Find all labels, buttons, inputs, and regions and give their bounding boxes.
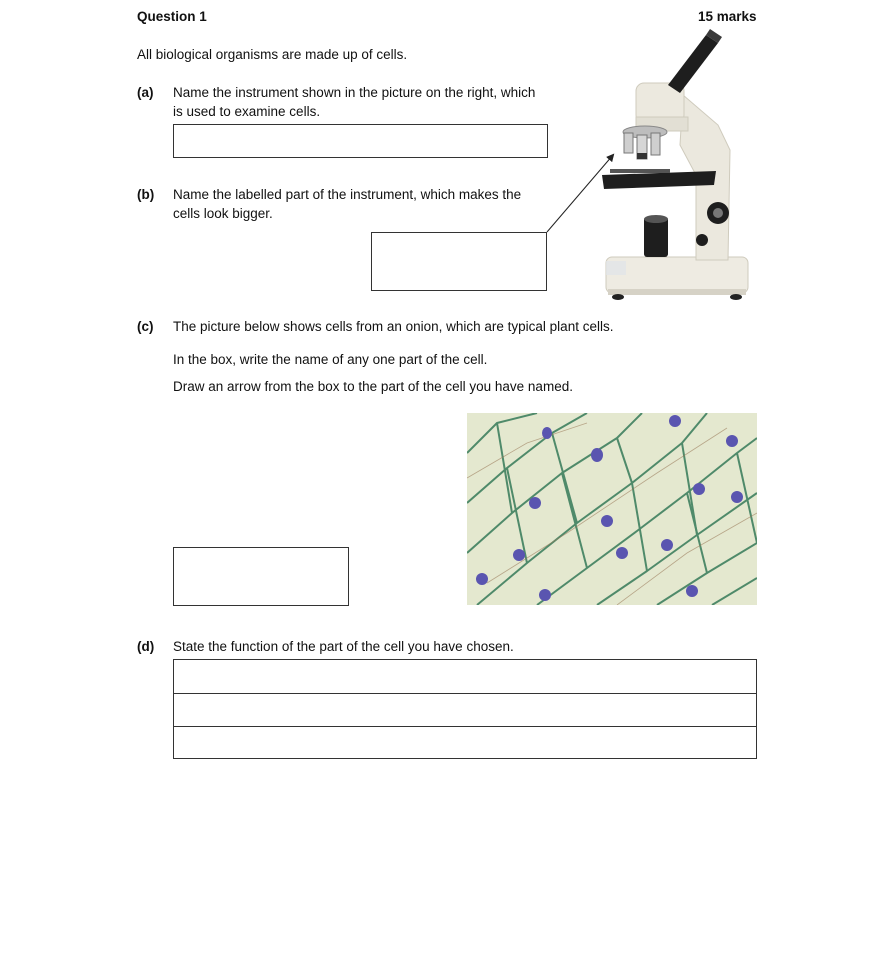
intro-text: All biological organisms are made up of cells. bbox=[137, 47, 408, 62]
part-b-label: (b) bbox=[137, 187, 155, 202]
part-a-label: (a) bbox=[137, 85, 154, 100]
part-c-answer-box[interactable] bbox=[173, 547, 349, 606]
part-c-label: (c) bbox=[137, 319, 154, 334]
answer-line-1[interactable] bbox=[174, 660, 756, 694]
part-c-question-line3: Draw an arrow from the box to the part of the cell you have named. bbox=[173, 379, 573, 394]
answer-line-2[interactable] bbox=[174, 693, 756, 727]
part-b-question-line2: cells look bigger. bbox=[173, 206, 273, 221]
part-a-question-line1: Name the instrument shown in the picture on the right, which bbox=[173, 85, 536, 100]
part-c-question-line2: In the box, write the name of any one part of the cell. bbox=[173, 352, 488, 367]
marks-label: 15 marks bbox=[698, 9, 757, 24]
part-b-question-line1: Name the labelled part of the instrument, which makes the bbox=[173, 187, 522, 202]
question-title: Question 1 bbox=[137, 9, 207, 24]
part-d-question-line1: State the function of the part of the cell you have chosen. bbox=[173, 639, 514, 654]
part-c-question-line1: The picture below shows cells from an onion, which are typical plant cells. bbox=[173, 319, 614, 334]
part-d-label: (d) bbox=[137, 639, 155, 654]
part-d-answer-box[interactable] bbox=[173, 659, 757, 759]
answer-line-3[interactable] bbox=[174, 726, 756, 759]
onion-cells-image bbox=[467, 413, 757, 605]
part-a-question-line2: is used to examine cells. bbox=[173, 104, 321, 119]
microscope-image bbox=[588, 25, 758, 315]
